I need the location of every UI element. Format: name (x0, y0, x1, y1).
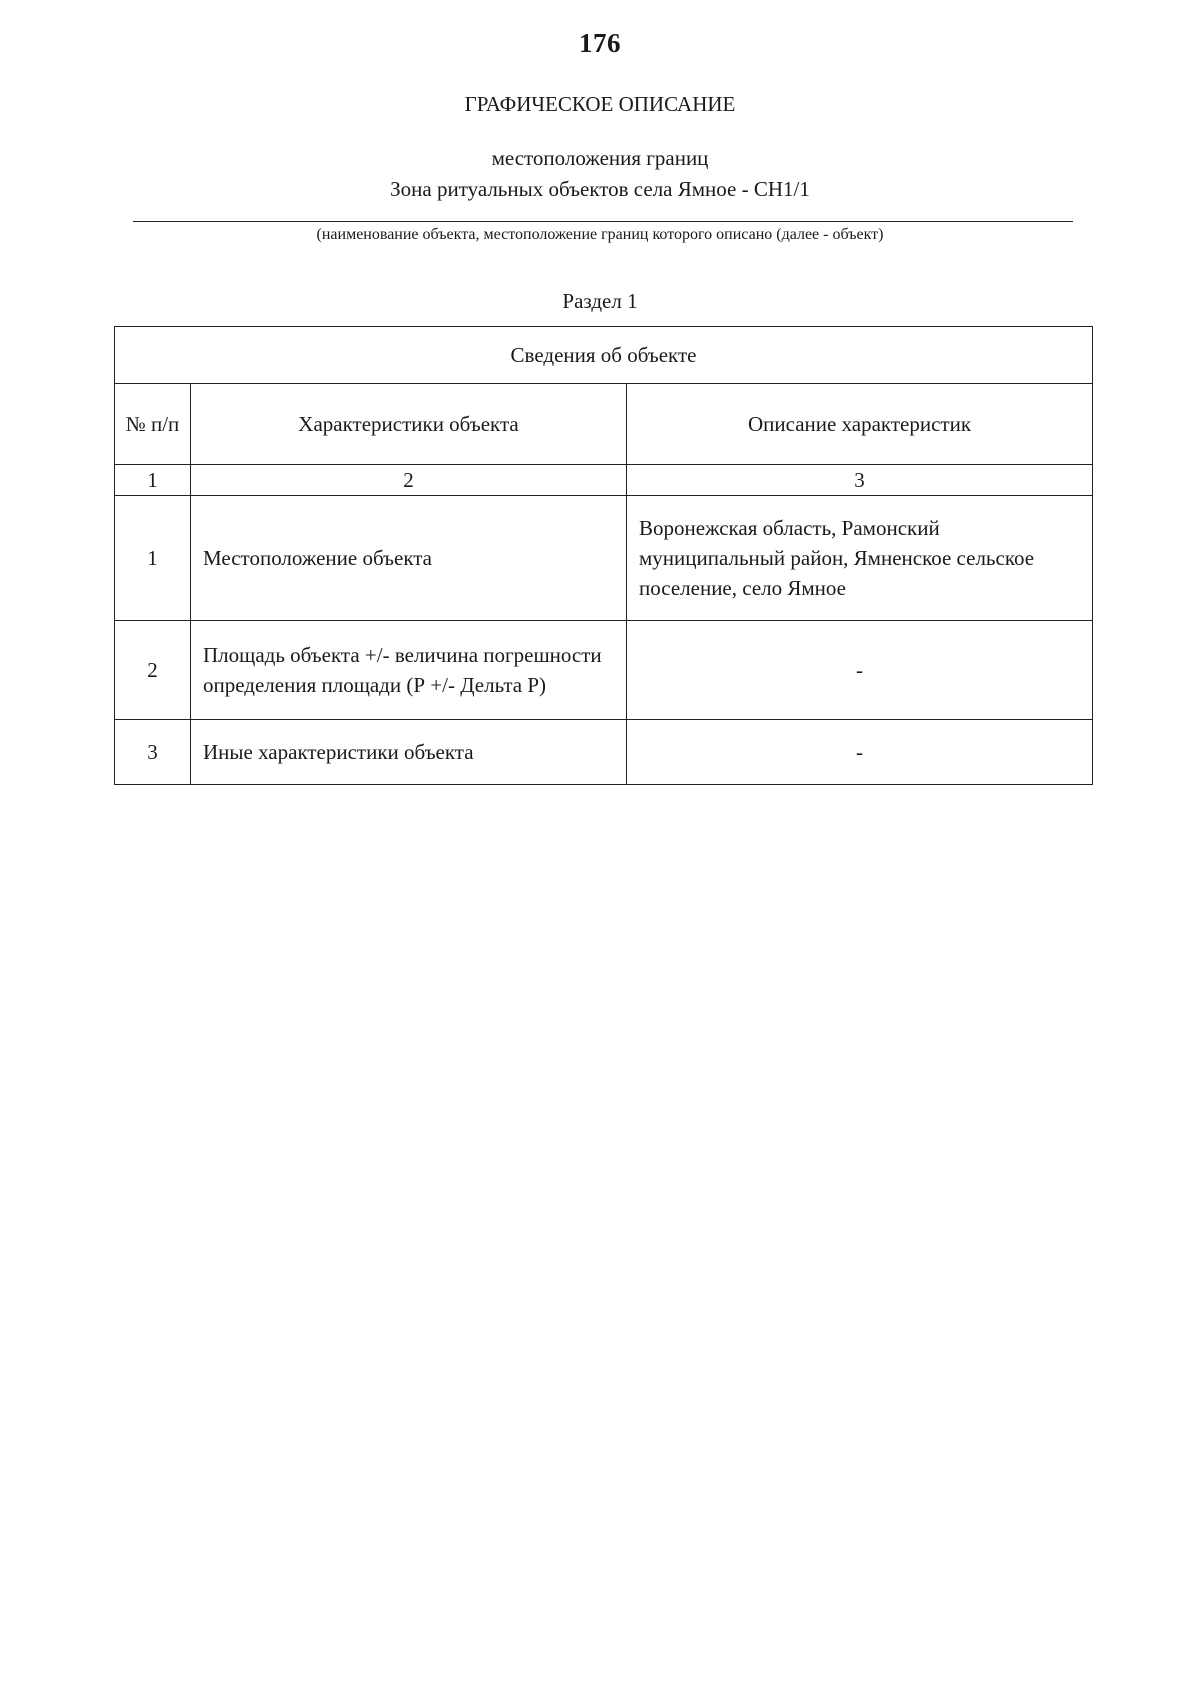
underline-rule (133, 221, 1073, 222)
column-header-description: Описание характеристик (627, 384, 1093, 465)
row-characteristic: Местоположение объекта (191, 496, 627, 621)
subtitle-line-1: местоположения границ (491, 146, 709, 170)
table-header-row (115, 327, 1093, 384)
object-info-table (114, 326, 1093, 785)
table-row (115, 621, 1093, 720)
subtitle-line-2: Зона ритуальных объектов села Ямное - СН1/1 (390, 177, 810, 201)
column-index: 1 (115, 465, 191, 496)
table-row (115, 496, 1093, 621)
table-row (115, 720, 1093, 785)
column-index: 2 (191, 465, 627, 496)
row-characteristic: Площадь объекта +/- величина погрешности определения площади (Р +/- Дельта Р) (191, 621, 627, 720)
section-label: Раздел 1 (562, 289, 638, 313)
column-header-num: № п/п (115, 384, 191, 465)
row-characteristic: Иные характеристики объекта (191, 720, 627, 785)
row-description: Воронежская область, Рамонский муниципальный район, Ямненское сельское поселение, село Ямное (627, 496, 1093, 621)
column-index: 3 (627, 465, 1093, 496)
row-description: - (627, 621, 1093, 720)
row-description: - (627, 720, 1093, 785)
column-header-characteristic: Характеристики объекта (191, 384, 627, 465)
page-number: 176 (579, 28, 621, 58)
row-number: 2 (115, 621, 191, 720)
row-number: 1 (115, 496, 191, 621)
document-title: ГРАФИЧЕСКОЕ ОПИСАНИЕ (464, 92, 736, 116)
table-header: Сведения об объекте (115, 327, 1093, 384)
object-caption: (наименование объекта, местоположение границ которого описано (далее - объект) (316, 226, 884, 243)
row-number: 3 (115, 720, 191, 785)
column-header-row (115, 384, 1093, 465)
column-index-row (115, 465, 1093, 496)
